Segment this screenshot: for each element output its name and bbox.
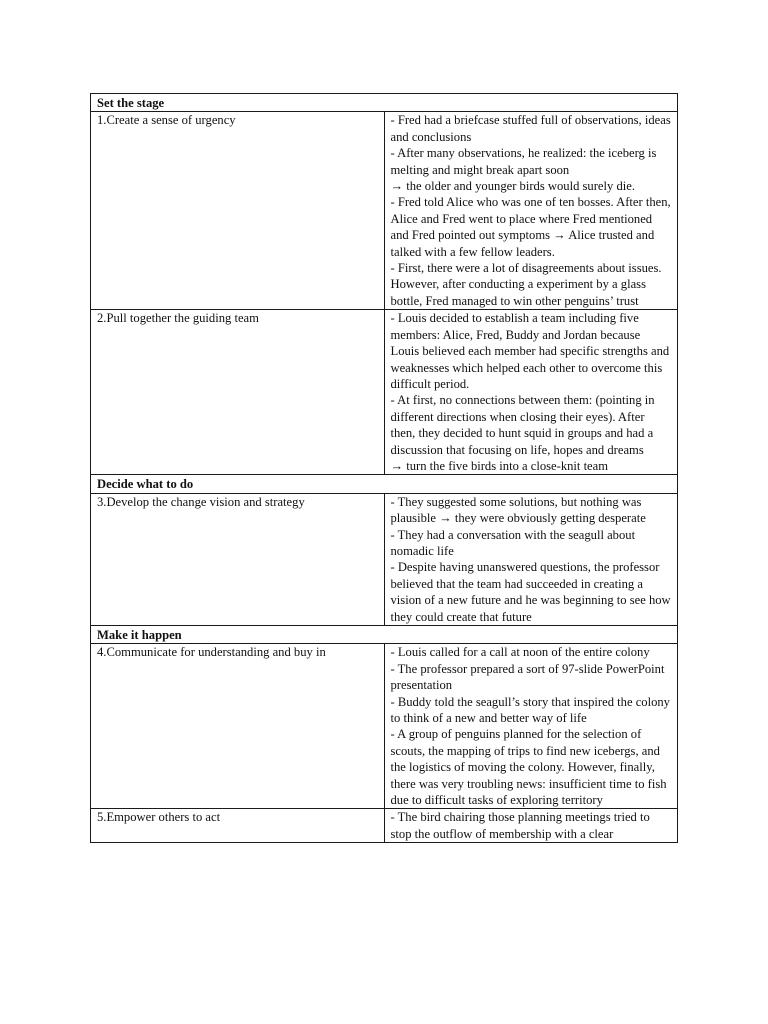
note-item: - The professor prepared a sort of 97-slide PowerPoint presentation: [390, 661, 665, 693]
step-row: [91, 493, 678, 625]
note-item: - Despite having unanswered questions, the professor believed that the team had succeeded in creating a vision of a new future and he was beginning to see how they could create that future: [390, 560, 671, 624]
step-label: 3.Develop the change vision and strategy: [91, 493, 385, 625]
note-item: - They suggested some solutions, but nothing was plausible → they were obviously getting desperate: [390, 494, 646, 526]
section-title: Make it happen: [91, 626, 678, 644]
note-item: - Louis called for a call at noon of the entire colony: [390, 645, 650, 660]
step-notes: [384, 310, 678, 475]
step-label: 1.Create a sense of urgency: [91, 112, 385, 310]
step-row: [91, 310, 678, 475]
section-title: Set the stage: [91, 94, 678, 112]
step-notes: [384, 644, 678, 809]
step-label: 5.Empower others to act: [91, 809, 385, 843]
section-header-row: [91, 626, 678, 644]
step-label: 4.Communicate for understanding and buy in: [91, 644, 385, 809]
step-row: [91, 112, 678, 310]
step-row: [91, 809, 678, 843]
step-notes: [384, 112, 678, 310]
note-item: - First, there were a lot of disagreements about issues. However, after conducting a experiment by a glass bottle, Fred managed to win other penguins’ trust: [390, 261, 662, 308]
note-item: - A group of penguins planned for the selection of scouts, the mapping of trips to find new icebergs, and the logistics of moving the colony. However, finally, there was very troubling news: insufficient time to fish due to difficult tasks of exploring territory: [390, 727, 667, 808]
step-label: 2.Pull together the guiding team: [91, 310, 385, 475]
section-header-row: [91, 94, 678, 112]
change-steps-table: [90, 93, 678, 843]
step-notes: [384, 809, 678, 843]
section-title: Decide what to do: [91, 475, 678, 493]
note-item: - Fred told Alice who was one of ten bosses. After then, Alice and Fred went to place where Fred mentioned and Fred pointed out symptoms → Alice trusted and talked with a few fellow leaders.: [390, 195, 671, 259]
note-item: - They had a conversation with the seagull about nomadic life: [390, 527, 636, 558]
note-item: - The bird chairing those planning meetings tried to stop the outflow of membership with a clear: [390, 810, 650, 841]
note-item: - Fred had a briefcase stuffed full of observations, ideas and conclusions: [390, 113, 671, 144]
section-header-row: [91, 475, 678, 493]
note-item: - After many observations, he realized: the iceberg is melting and might break apart soon: [390, 146, 657, 177]
note-item: → the older and younger birds would surely die.: [390, 179, 635, 194]
note-item: - Buddy told the seagull’s story that inspired the colony to think of a new and better way of life: [390, 694, 670, 726]
step-row: [91, 644, 678, 809]
step-notes: [384, 493, 678, 625]
note-item: - At first, no connections between them: (pointing in different directions when closing their eyes). After then, they decided to hunt squid in groups and had a discussion that focusing on life, hopes and dreams: [390, 393, 655, 457]
note-item: → turn the five birds into a close-knit team: [390, 458, 609, 473]
note-item: - Louis decided to establish a team including five members: Alice, Fred, Buddy and Jordan because Louis believed each member had specific strengths and weaknesses which helped each other to overcome this difficult period.: [390, 311, 670, 391]
